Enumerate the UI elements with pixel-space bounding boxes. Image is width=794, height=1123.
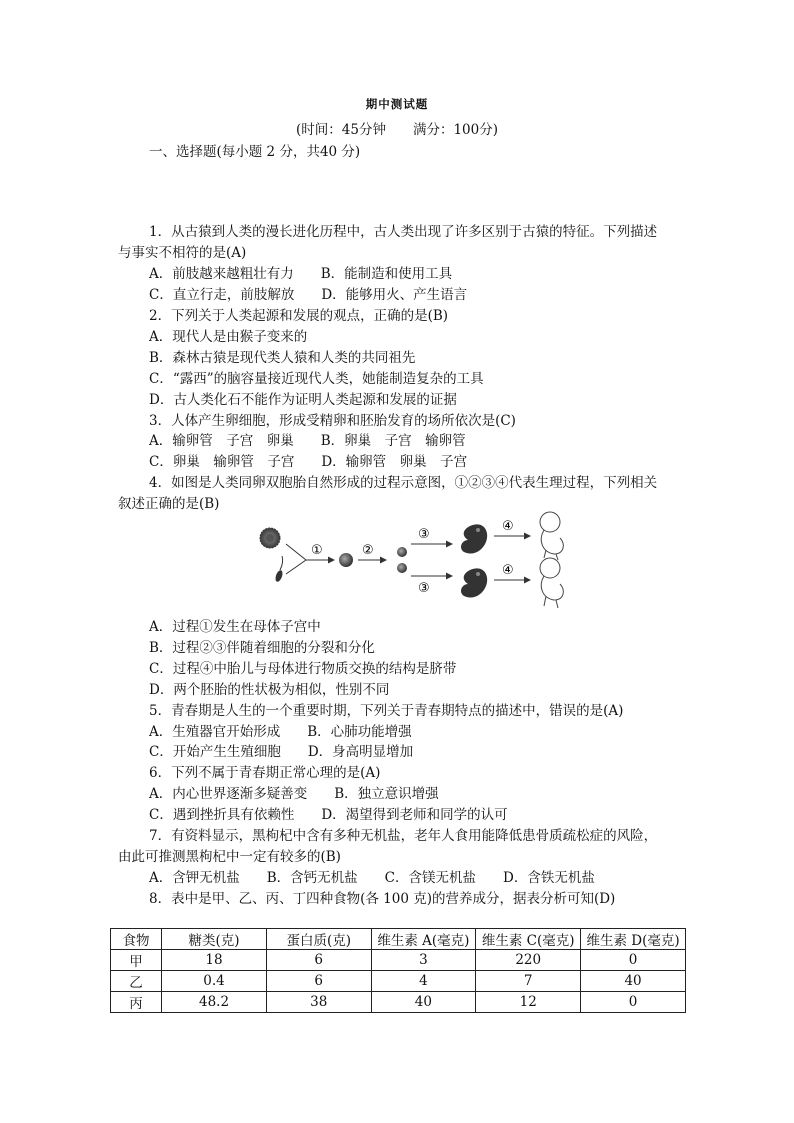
split-cell-top-icon [397,547,407,557]
question-6-stem: 6．下列不属于青春期正常心理的是(A) [149,765,381,781]
table-cell: 18 [162,950,267,971]
table-cell: 40 [371,992,476,1013]
table-cell: 7 [476,971,581,992]
table-header-row [111,929,686,950]
question-4-option-d: D．两个胚胎的性状极为相似，性别不同 [149,682,390,698]
question-2-option-b: B．森林古猿是现代类人猿和人类的共同祖先 [149,350,416,366]
table-cell: 220 [476,950,581,971]
question-3-stem: 3．人体产生卵细胞，形成受精卵和胚胎发育的场所依次是(C) [149,413,516,429]
egg-cell-icon [260,528,280,548]
fetus-top-icon [540,512,563,560]
process-label-3-top: ③ [418,527,430,542]
process-label-1: ① [311,543,323,558]
question-4-stem: 4．如图是人类同卵双胞胎自然形成的过程示意图，①②③④代表生理过程，下列相关 [149,475,658,491]
table-cell: 3 [371,950,476,971]
zygote-icon [339,553,353,567]
table-header-cell: 糖类(克) [162,929,267,950]
process-label-4-top: ④ [502,519,514,534]
table-cell: 48.2 [162,992,267,1013]
question-3-options-cd: C．卵巢 输卵管 子宫 D．输卵管 卵巢 子宫 [149,454,468,470]
table-cell: 38 [266,992,371,1013]
question-1-options-cd: C．直立行走，前肢解放 D．能够用火、产生语言 [149,287,468,303]
split-cell-bottom-icon [397,563,407,573]
exam-title: 期中测试题 [365,97,429,111]
table-cell: 0 [581,950,686,971]
table-row [111,950,686,971]
question-7-options: A．含钾无机盐 B．含钙无机盐 C．含镁无机盐 D．含铁无机盐 [149,870,595,886]
table-header-cell: 维生素 A(毫克) [371,929,476,950]
table-header-cell: 蛋白质(克) [266,929,371,950]
question-6-options-ab: A．内心世界逐渐多疑善变 B．独立意识增强 [149,786,439,802]
question-7-stem-cont: 由此可推测黑枸杞中一定有较多的(B) [118,849,341,865]
process-label-3-bottom: ③ [418,581,430,596]
question-5-options-cd: C．开始产生生殖细胞 D．身高明显增加 [149,744,414,760]
nutrition-table [110,928,686,1013]
question-4-option-b: B．过程②③伴随着细胞的分裂和分化 [149,640,375,656]
table-cell: 6 [266,971,371,992]
fetus-bottom-icon [540,558,563,608]
table-cell: 甲 [111,950,162,971]
embryo-top-icon [461,524,487,553]
question-2-option-c: C．“露西”的脑容量接近现代人类，她能制造复杂的工具 [149,371,484,387]
table-row [111,971,686,992]
embryo-bottom-icon [461,568,487,597]
table-cell: 丙 [111,992,162,1013]
process-label-4-bottom: ④ [502,563,514,578]
question-2-option-d: D．古人类化石不能作为证明人类起源和发展的证据 [149,392,457,408]
table-header-cell: 维生素 C(毫克) [476,929,581,950]
question-1-stem-cont: 与事实不相符的是(A) [118,245,247,261]
sperm-icon [274,556,284,583]
process-label-2: ② [362,543,374,558]
question-8-stem: 8．表中是甲、乙、丙、丁四种食物(各 100 克)的营养成分，据表分析可知(D) [149,891,616,907]
table-header-cell: 食物 [111,929,162,950]
question-5-stem: 5．青春期是人生的一个重要时期，下列关于青春期特点的描述中，错误的是(A) [149,703,624,719]
table-cell: 0.4 [162,971,267,992]
question-2-option-a: A．现代人是由猴子变来的 [149,329,308,345]
table-row [111,992,686,1013]
question-4-option-a: A．过程①发生在母体子宫中 [149,619,321,635]
table-cell: 12 [476,992,581,1013]
question-5-options-ab: A．生殖器官开始形成 B．心肺功能增强 [149,724,412,740]
table-cell: 40 [581,971,686,992]
table-cell: 4 [371,971,476,992]
question-6-options-cd: C．遇到挫折具有依赖性 D．渴望得到老师和同学的认可 [149,807,508,823]
table-cell: 乙 [111,971,162,992]
exam-subtitle: (时间：45分钟 满分：100分) [296,122,498,138]
question-4-option-c: C．过程④中胎儿与母体进行物质交换的结构是脐带 [149,661,457,677]
question-1-stem: 1．从古猿到人类的漫长进化历程中，古人类出现了许多区别于古猿的特征。下列描述 [149,224,658,240]
section-heading: 一、选择题(每小题 2 分，共40 分) [149,144,361,160]
table-cell: 0 [581,992,686,1013]
twin-formation-diagram [258,510,578,615]
table-cell: 6 [266,950,371,971]
question-3-options-ab: A．输卵管 子宫 卵巢 B．卵巢 子宫 输卵管 [149,433,466,449]
question-7-stem: 7．有资料显示，黑枸杞中含有多种无机盐，老年人食用能降低患骨质疏松症的风险， [149,828,658,844]
question-1-options-ab: A．前肢越来越粗壮有力 B．能制造和使用工具 [149,266,453,282]
question-2-stem: 2．下列关于人类起源和发展的观点，正确的是(B) [149,308,449,324]
question-4-stem-cont: 叙述正确的是(B) [118,496,220,512]
table-header-cell: 维生素 D(毫克) [581,929,686,950]
